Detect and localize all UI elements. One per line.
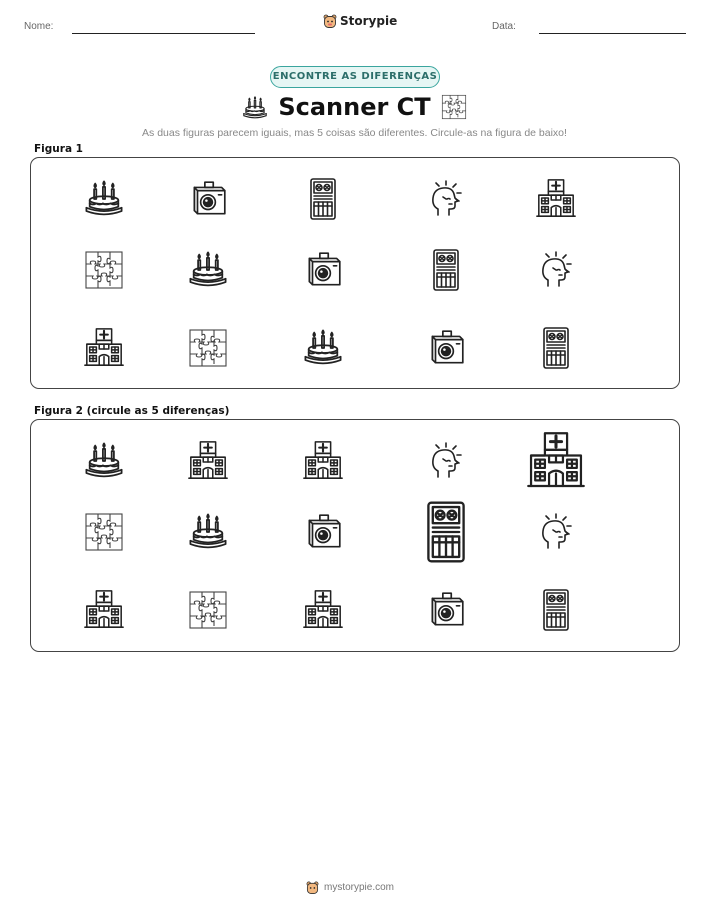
puzzle-icon bbox=[84, 250, 124, 290]
footer bbox=[306, 880, 394, 895]
brand-name: Storypie bbox=[340, 14, 398, 28]
scanner-icon[interactable] bbox=[424, 499, 468, 566]
figure1-panel bbox=[30, 157, 680, 389]
hospital-icon[interactable] bbox=[526, 431, 587, 492]
storypie-mascot-icon bbox=[306, 880, 319, 895]
head-icon[interactable] bbox=[536, 512, 576, 552]
date-label: Data: bbox=[492, 21, 516, 32]
cake-icon bbox=[301, 326, 345, 370]
scanner-icon bbox=[431, 247, 461, 293]
scanner-icon[interactable] bbox=[541, 587, 571, 633]
head-icon[interactable] bbox=[426, 441, 466, 481]
camera-icon bbox=[302, 249, 344, 291]
hospital-icon[interactable] bbox=[83, 589, 125, 631]
worksheet-type-badge: ENCONTRE AS DIFERENÇAS bbox=[270, 66, 440, 88]
head-icon bbox=[536, 250, 576, 290]
footer-url[interactable]: mystorypie.com bbox=[324, 882, 395, 893]
storypie-mascot-icon bbox=[323, 13, 337, 29]
camera-icon[interactable] bbox=[302, 511, 344, 553]
date-field[interactable] bbox=[539, 33, 686, 34]
hospital-icon[interactable] bbox=[302, 440, 344, 482]
camera-icon bbox=[425, 327, 467, 369]
puzzle-icon[interactable] bbox=[188, 590, 228, 630]
hospital-icon bbox=[535, 178, 577, 220]
name-label: Nome: bbox=[24, 21, 54, 32]
puzzle-icon[interactable] bbox=[84, 512, 124, 552]
figure1-label: Figura 1 bbox=[34, 143, 83, 155]
head-icon bbox=[426, 179, 466, 219]
name-field[interactable] bbox=[72, 33, 255, 34]
brand-logo bbox=[323, 13, 397, 29]
cake-icon[interactable] bbox=[186, 510, 230, 554]
cake-icon[interactable] bbox=[82, 439, 126, 483]
cake-icon bbox=[82, 177, 126, 221]
scanner-icon bbox=[541, 325, 571, 371]
figure2-label: Figura 2 (circule as 5 diferenças) bbox=[34, 405, 230, 417]
puzzle-icon bbox=[188, 328, 228, 368]
camera-icon[interactable] bbox=[425, 589, 467, 631]
figure2-panel[interactable] bbox=[30, 419, 680, 652]
hospital-icon[interactable] bbox=[187, 440, 229, 482]
hospital-icon bbox=[83, 327, 125, 369]
hospital-icon[interactable] bbox=[302, 589, 344, 631]
scanner-icon bbox=[308, 176, 338, 222]
title-puzzle-icon bbox=[441, 94, 467, 124]
camera-icon bbox=[187, 178, 229, 220]
cake-icon bbox=[186, 248, 230, 292]
page-title: Scanner CT bbox=[278, 93, 431, 121]
instructions: As duas figuras parecem iguais, mas 5 coisas são diferentes. Circule-as na figura de baixo! bbox=[142, 127, 567, 139]
